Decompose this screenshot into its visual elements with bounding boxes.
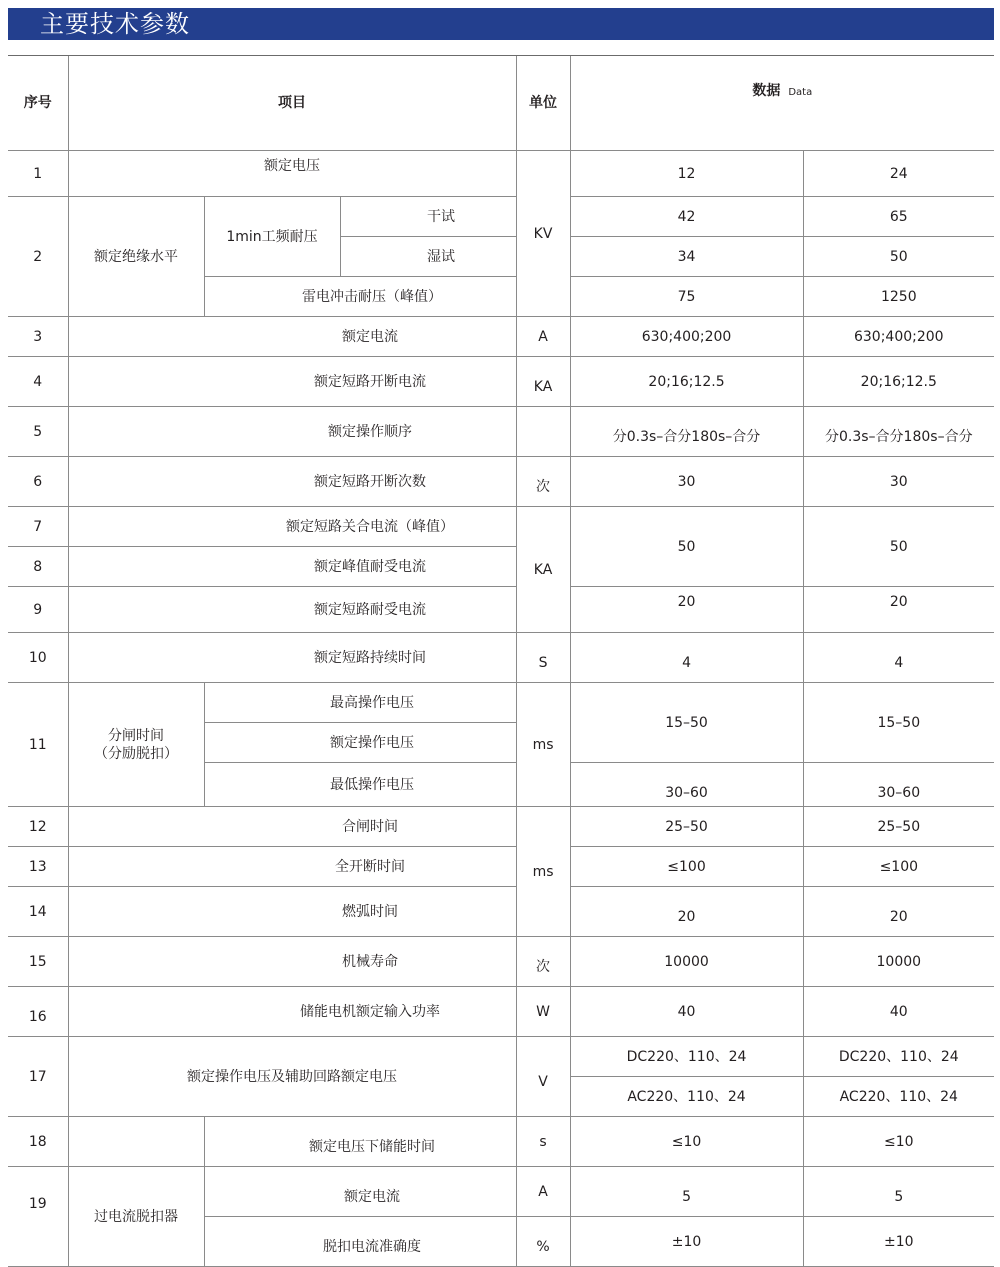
row-no: 14 <box>8 887 68 937</box>
row-group: 额定绝缘水平 <box>68 197 204 317</box>
row-no: 12 <box>8 807 68 847</box>
table-row <box>8 937 994 987</box>
row-value-1: 12 <box>570 151 803 197</box>
row-no: 5 <box>8 407 68 457</box>
row-item: 最高操作电压 <box>204 683 516 723</box>
row-item: 额定峰值耐受电流 <box>68 547 516 587</box>
row-value-1: 30–60 <box>570 763 803 807</box>
table-row <box>8 457 994 507</box>
row-unit-empty <box>516 407 570 457</box>
row-no: 4 <box>8 357 68 407</box>
row-no: 7 <box>8 507 68 547</box>
row-group-line-2: （分励脱扣） <box>94 745 178 762</box>
row-value-1: 5 <box>570 1167 803 1217</box>
table-row <box>8 847 994 887</box>
row-value-2: DC220、110、24 <box>803 1037 994 1077</box>
header-no: 序号 <box>8 56 68 151</box>
table-row <box>8 1167 994 1217</box>
table-row <box>8 507 994 547</box>
row-subgroup: 1min工频耐压 <box>204 197 340 277</box>
row-value-2: 分0.3s–合分180s–合分 <box>803 407 994 457</box>
table-row <box>8 357 994 407</box>
table-row <box>8 1117 994 1167</box>
table-row <box>8 197 994 237</box>
row-value-2: 20 <box>803 887 994 937</box>
row-item: 最低操作电压 <box>204 763 516 807</box>
row-unit: KA <box>516 357 570 407</box>
row-item: 机械寿命 <box>68 937 516 987</box>
row-item: 额定电压 <box>68 151 516 197</box>
row-no: 19 <box>8 1167 68 1267</box>
row-item: 额定短路开断电流 <box>68 357 516 407</box>
header-item: 项目 <box>68 56 516 151</box>
row-value-2: 30 <box>803 457 994 507</box>
row-group: 过电流脱扣器 <box>68 1167 204 1267</box>
row-item: 额定操作电压 <box>204 723 516 763</box>
row-value-1: 50 <box>570 507 803 587</box>
row-no: 8 <box>8 547 68 587</box>
row-no: 10 <box>8 633 68 683</box>
row-value-1: 75 <box>570 277 803 317</box>
table-row <box>8 151 994 197</box>
row-value-2: 15–50 <box>803 683 994 763</box>
table-row <box>8 407 994 457</box>
row-value-2: 50 <box>803 507 994 587</box>
row-value-2: 630;400;200 <box>803 317 994 357</box>
title-banner <box>8 8 994 40</box>
row-group <box>68 683 204 807</box>
row-value-1: 630;400;200 <box>570 317 803 357</box>
row-unit: W <box>516 987 570 1037</box>
row-item: 储能电机额定输入功率 <box>68 987 516 1037</box>
row-value-1: ≤100 <box>570 847 803 887</box>
row-value-2: 24 <box>803 151 994 197</box>
table-row <box>8 633 994 683</box>
row-no: 17 <box>8 1037 68 1117</box>
row-value-2: 30–60 <box>803 763 994 807</box>
row-value-1: 20 <box>570 587 803 633</box>
row-unit: A <box>516 1167 570 1217</box>
row-no: 18 <box>8 1117 68 1167</box>
row-no: 11 <box>8 683 68 807</box>
row-unit: S <box>516 633 570 683</box>
row-value-1: 20;16;12.5 <box>570 357 803 407</box>
row-value-1: 34 <box>570 237 803 277</box>
row-value-2: 65 <box>803 197 994 237</box>
row-value-1: 4 <box>570 633 803 683</box>
row-unit: ms <box>516 683 570 807</box>
row-value-1: AC220、110、24 <box>570 1077 803 1117</box>
row-value-2: 25–50 <box>803 807 994 847</box>
table-row <box>8 987 994 1037</box>
row-unit: A <box>516 317 570 357</box>
row-value-1: ≤10 <box>570 1117 803 1167</box>
table-header-row <box>8 56 994 151</box>
row-item: 额定电流 <box>68 317 516 357</box>
row-no: 2 <box>8 197 68 317</box>
table-row <box>8 807 994 847</box>
row-unit: % <box>516 1217 570 1267</box>
row-unit: KA <box>516 507 570 633</box>
row-blank <box>68 1117 204 1167</box>
row-no: 1 <box>8 151 68 197</box>
row-item: 额定短路开断次数 <box>68 457 516 507</box>
row-no: 3 <box>8 317 68 357</box>
row-item: 全开断时间 <box>68 847 516 887</box>
row-item: 额定短路关合电流（峰值） <box>68 507 516 547</box>
table-row <box>8 887 994 937</box>
row-value-2: AC220、110、24 <box>803 1077 994 1117</box>
row-unit: ms <box>516 807 570 937</box>
header-data-en: Data <box>788 87 813 98</box>
header-data-label: 数据 <box>752 83 781 99</box>
row-value-2: 10000 <box>803 937 994 987</box>
row-unit: KV <box>516 151 570 317</box>
row-value-2: 50 <box>803 237 994 277</box>
row-unit: s <box>516 1117 570 1167</box>
row-value-1: 10000 <box>570 937 803 987</box>
row-value-1: DC220、110、24 <box>570 1037 803 1077</box>
row-item: 合闸时间 <box>68 807 516 847</box>
row-value-2: 1250 <box>803 277 994 317</box>
row-unit: 次 <box>516 937 570 987</box>
row-value-2: 4 <box>803 633 994 683</box>
row-no: 6 <box>8 457 68 507</box>
row-value-2: 5 <box>803 1167 994 1217</box>
row-item: 额定操作电压及辅助回路额定电压 <box>68 1037 516 1117</box>
row-no: 9 <box>8 587 68 633</box>
header-unit: 单位 <box>516 56 570 151</box>
row-item: 额定短路持续时间 <box>68 633 516 683</box>
row-value-1: 42 <box>570 197 803 237</box>
row-value-1: 25–50 <box>570 807 803 847</box>
row-value-1: 30 <box>570 457 803 507</box>
row-item: 脱扣电流准确度 <box>204 1217 516 1267</box>
row-value-2: ≤10 <box>803 1117 994 1167</box>
table-row <box>8 1037 994 1077</box>
row-item: 干试 <box>340 197 516 237</box>
row-item: 额定电流 <box>204 1167 516 1217</box>
row-item: 额定电压下储能时间 <box>204 1117 516 1167</box>
row-value-2: ≤100 <box>803 847 994 887</box>
table-row <box>8 683 994 723</box>
row-value-1: 40 <box>570 987 803 1037</box>
row-group-line-1: 分闸时间 <box>108 727 164 744</box>
row-item: 湿试 <box>340 237 516 277</box>
row-unit: V <box>516 1037 570 1117</box>
row-value-2: 40 <box>803 987 994 1037</box>
row-no: 13 <box>8 847 68 887</box>
row-no: 16 <box>8 987 68 1037</box>
row-value-1: 分0.3s–合分180s–合分 <box>570 407 803 457</box>
spec-table <box>8 56 994 1267</box>
row-value-2: 20 <box>803 587 994 633</box>
row-item: 额定操作顺序 <box>68 407 516 457</box>
row-value-1: 20 <box>570 887 803 937</box>
row-item: 雷电冲击耐压（峰值） <box>204 277 516 317</box>
table-row <box>8 317 994 357</box>
page-title: 主要技术参数 <box>40 10 190 38</box>
row-unit: 次 <box>516 457 570 507</box>
row-no: 15 <box>8 937 68 987</box>
row-value-1: 15–50 <box>570 683 803 763</box>
row-value-2: 20;16;12.5 <box>803 357 994 407</box>
row-item: 燃弧时间 <box>68 887 516 937</box>
table-row <box>8 587 994 633</box>
row-item: 额定短路耐受电流 <box>68 587 516 633</box>
row-value-1: ±10 <box>570 1217 803 1267</box>
header-data <box>570 56 994 151</box>
row-value-2: ±10 <box>803 1217 994 1267</box>
